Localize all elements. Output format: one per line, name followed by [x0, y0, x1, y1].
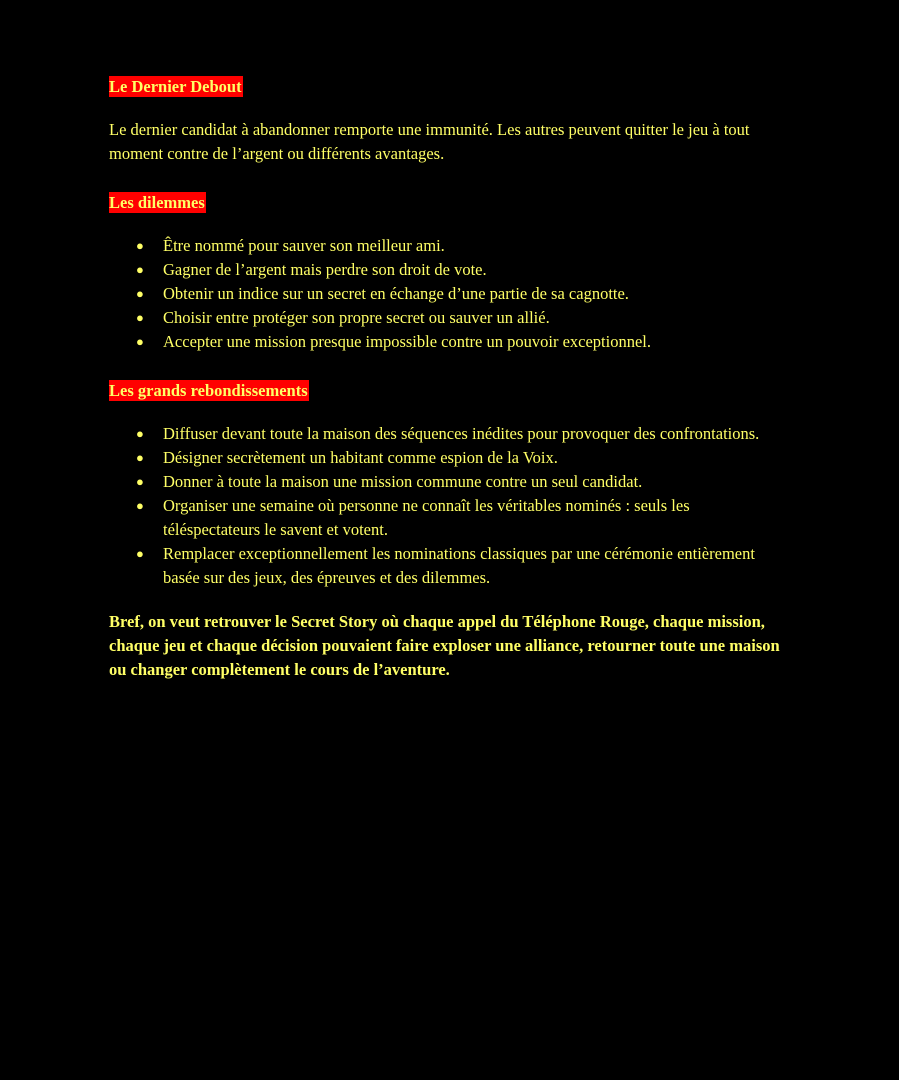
- section-heading-wrap: [109, 76, 789, 100]
- list-item: [136, 422, 789, 446]
- section-heading-dernier-debout: Le Dernier Debout: [109, 77, 242, 96]
- list-item: [136, 234, 789, 258]
- list-item-text: Désigner secrètement un habitant comme espion de la Voix.: [163, 448, 558, 467]
- section-heading-wrap: [109, 380, 789, 404]
- list-item: [136, 282, 789, 306]
- list-item-text: Remplacer exceptionnellement les nominations classiques par une cérémonie entièrement basée sur des jeux, des épreuves et des dilemmes.: [163, 544, 755, 587]
- section-paragraph-dernier-debout: Le dernier candidat à abandonner remporte une immunité. Les autres peuvent quitter le jeu à tout moment contre de l’argent ou différents avantages.: [109, 120, 750, 163]
- bullet-icon: ●: [136, 310, 144, 325]
- section-heading-rebondissements: Les grands rebondissements: [109, 381, 308, 400]
- list-item: [136, 542, 789, 590]
- bullet-icon: ●: [136, 546, 144, 561]
- conclusion-paragraph: Bref, on veut retrouver le Secret Story où chaque appel du Téléphone Rouge, chaque mission, chaque jeu et chaque décision pouvaient faire exploser une alliance, retourner toute une maison ou changer complètement le cours de l’aventure.: [109, 612, 780, 679]
- rebondissements-list: [109, 422, 789, 590]
- list-item-text: Diffuser devant toute la maison des séquences inédites pour provoquer des confrontations.: [163, 424, 760, 443]
- list-item-text: Choisir entre protéger son propre secret ou sauver un allié.: [163, 308, 550, 327]
- bullet-icon: ●: [136, 498, 144, 513]
- list-item: [136, 494, 789, 542]
- section-heading-wrap: [109, 192, 789, 216]
- bullet-icon: ●: [136, 238, 144, 253]
- list-item-text: Obtenir un indice sur un secret en échange d’une partie de sa cagnotte.: [163, 284, 629, 303]
- section-heading-dilemmes: Les dilemmes: [109, 193, 205, 212]
- list-item-text: Accepter une mission presque impossible contre un pouvoir exceptionnel.: [163, 332, 651, 351]
- bullet-icon: ●: [136, 286, 144, 301]
- list-item: [136, 258, 789, 282]
- bullet-icon: ●: [136, 426, 144, 441]
- list-item: [136, 306, 789, 330]
- bullet-icon: ●: [136, 262, 144, 277]
- list-item-text: Donner à toute la maison une mission commune contre un seul candidat.: [163, 472, 643, 491]
- list-item: [136, 446, 789, 470]
- dilemmes-list: [109, 234, 789, 354]
- list-item: [136, 330, 789, 354]
- bullet-icon: ●: [136, 474, 144, 489]
- list-item: [136, 470, 789, 494]
- bullet-icon: ●: [136, 450, 144, 465]
- list-item-text: Organiser une semaine où personne ne connaît les véritables nominés : seuls les téléspectateurs le savent et votent.: [163, 496, 690, 539]
- bullet-icon: ●: [136, 334, 144, 349]
- list-item-text: Être nommé pour sauver son meilleur ami.: [163, 236, 445, 255]
- list-item-text: Gagner de l’argent mais perdre son droit de vote.: [163, 260, 487, 279]
